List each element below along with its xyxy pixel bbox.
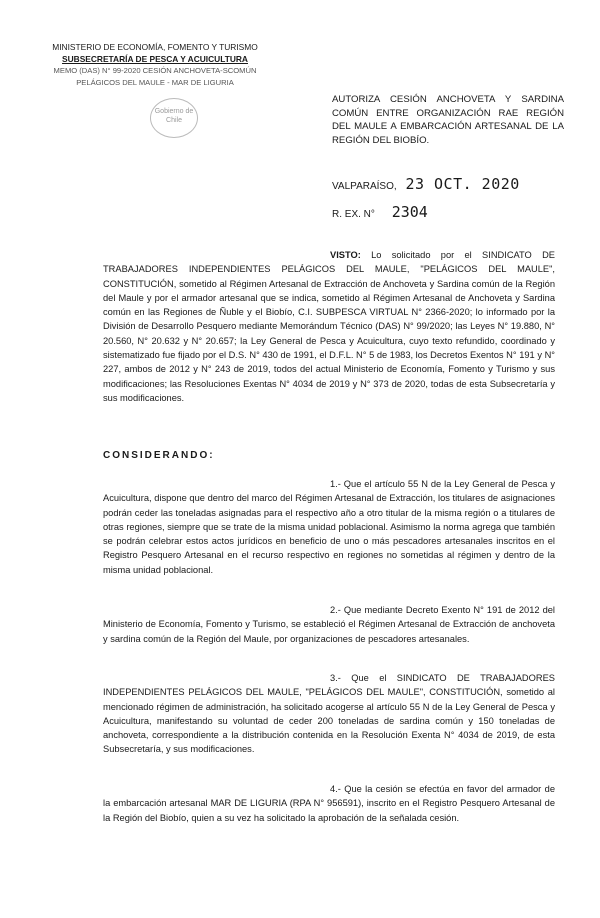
considerando-paragraph-4: 4.- Que la cesión se efectúa en favor del armador de la embarcación artesanal MAR DE LIGURIA (RPA N° 956591), inscrito en el Registro Pesquero Artesanal de la Región del Biobío, quien a su vez ha solicitado la aprobación de la señalada cesión. (103, 784, 555, 823)
considerando-paragraph-1: 1.- Que el artículo 55 N de la Ley General de Pesca y Acuicultura, dispone que dentro del marco del Régimen Artesanal de Extracción, los titulares de asignaciones podrán ceder las toneladas asignadas para el respectivo año a otro titular de la misma región o a titulares de otras regiones, siempre que se trate de la misma unidad poblacional. Asimismo la norma agrega que también se podrán celebrar estos actos jurídicos en beneficio de uno o más pescadores artesanales inscritos en el Registro Pesquero Artesanal en el recurso respectivo en regiones no sometidas al régimen y dentro de la misma unidad poblacional. (103, 479, 555, 575)
place-date-line (332, 175, 520, 193)
considerando-paragraph-2: 2.- Que mediante Decreto Exento N° 191 de 2012 del Ministerio de Economía, Fomento y Turismo, se estableció el Régimen Artesanal de Extracción de anchoveta y sardina común de la Región del Maule, por organizaciones de pescadores artesanales. (103, 605, 555, 644)
letterhead (40, 42, 270, 88)
document-subject: AUTORIZA CESIÓN ANCHOVETA Y SARDINA COMÚN ENTRE ORGANIZACIÓN RAE REGIÓN DEL MAULE A EMBARCACIÓN ARTESANAL DE LA REGIÓN DEL BIOBÍO. (332, 94, 564, 146)
visto-paragraph (103, 248, 555, 405)
visto-text: Lo solicitado por el SINDICATO DE TRABAJADORES INDEPENDIENTES PELÁGICOS DEL MAULE, "PELÁGICOS DEL MAULE", CONSTITUCIÓN, sometido al Régimen Artesanal de Extracción de Anchoveta y Sardina común de la Región del Maule y por el armador artesanal que se indica, sometido al Régimen Artesanal de Anchoveta y Sardina común en las Regiones de Ñuble y el Biobío, C.I. SUBPESCA VIRTUAL N° 2366-2020; lo informado por la División de Desarrollo Pesquero mediante Memorándum Técnico (DAS) N° 99/2020; las Leyes N° 19.880, N° 20.560, N° 20.632 y N° 20.657; la Ley General de Pesca y Acuicultura, cuyo texto refundido, coordinado y sistematizado fue fijado por el D.S. N° 430 de 1991, el D.F.L. N° 5 de 1983, los Decretos Exentos N° 191 y N° 227, ambos de 2012 y N° 243 de 2019, todos del actual Ministerio de Economía, Fomento y Turismo y sus modificaciones; las Resoluciones Exentas N° 4034 de 2019 y N° 373 de 2020, todas de esta Subsecretaría y sus modificaciones. (103, 250, 555, 403)
memo-subject: PELÁGICOS DEL MAULE - MAR DE LIGURIA (76, 77, 234, 87)
considerando-heading: CONSIDERANDO: (103, 450, 215, 461)
resolution-label: R. EX. N° (332, 209, 375, 220)
resolution-number: 2304 (391, 203, 428, 221)
ministry-name: MINISTERIO DE ECONOMÍA, FOMENTO Y TURISMO (52, 42, 258, 52)
visto-lead: VISTO: (330, 250, 361, 260)
official-stamp: Gobierno de Chile (150, 98, 198, 138)
date-stamp: 23 OCT. 2020 (405, 175, 520, 193)
considerando-paragraph-3: 3.- Que el SINDICATO DE TRABAJADORES INDEPENDIENTES PELÁGICOS DEL MAULE, "PELÁGICOS DEL MAULE", CONSTITUCIÓN, sometido al mencionado régimen de administración, ha solicitado acogerse al artículo 55 N de la Ley General de Pesca y Acuicultura, manifestando su voluntad de ceder 200 toneladas de sardina común y 150 toneladas de anchoveta, correspondiente a la distribución contenida en la Resolución Exenta N° 4034 de 2019, de esta Subsecretaría, y sus modificaciones. (103, 673, 555, 755)
subsecretaria-name: SUBSECRETARÍA DE PESCA Y ACUICULTURA (62, 53, 248, 64)
memo-reference: MEMO (DAS) N° 99-2020 CESIÓN ANCHOVETA-SCOMÚN (53, 66, 257, 76)
resolution-number-line (332, 203, 428, 221)
place: VALPARAÍSO, (332, 181, 397, 192)
